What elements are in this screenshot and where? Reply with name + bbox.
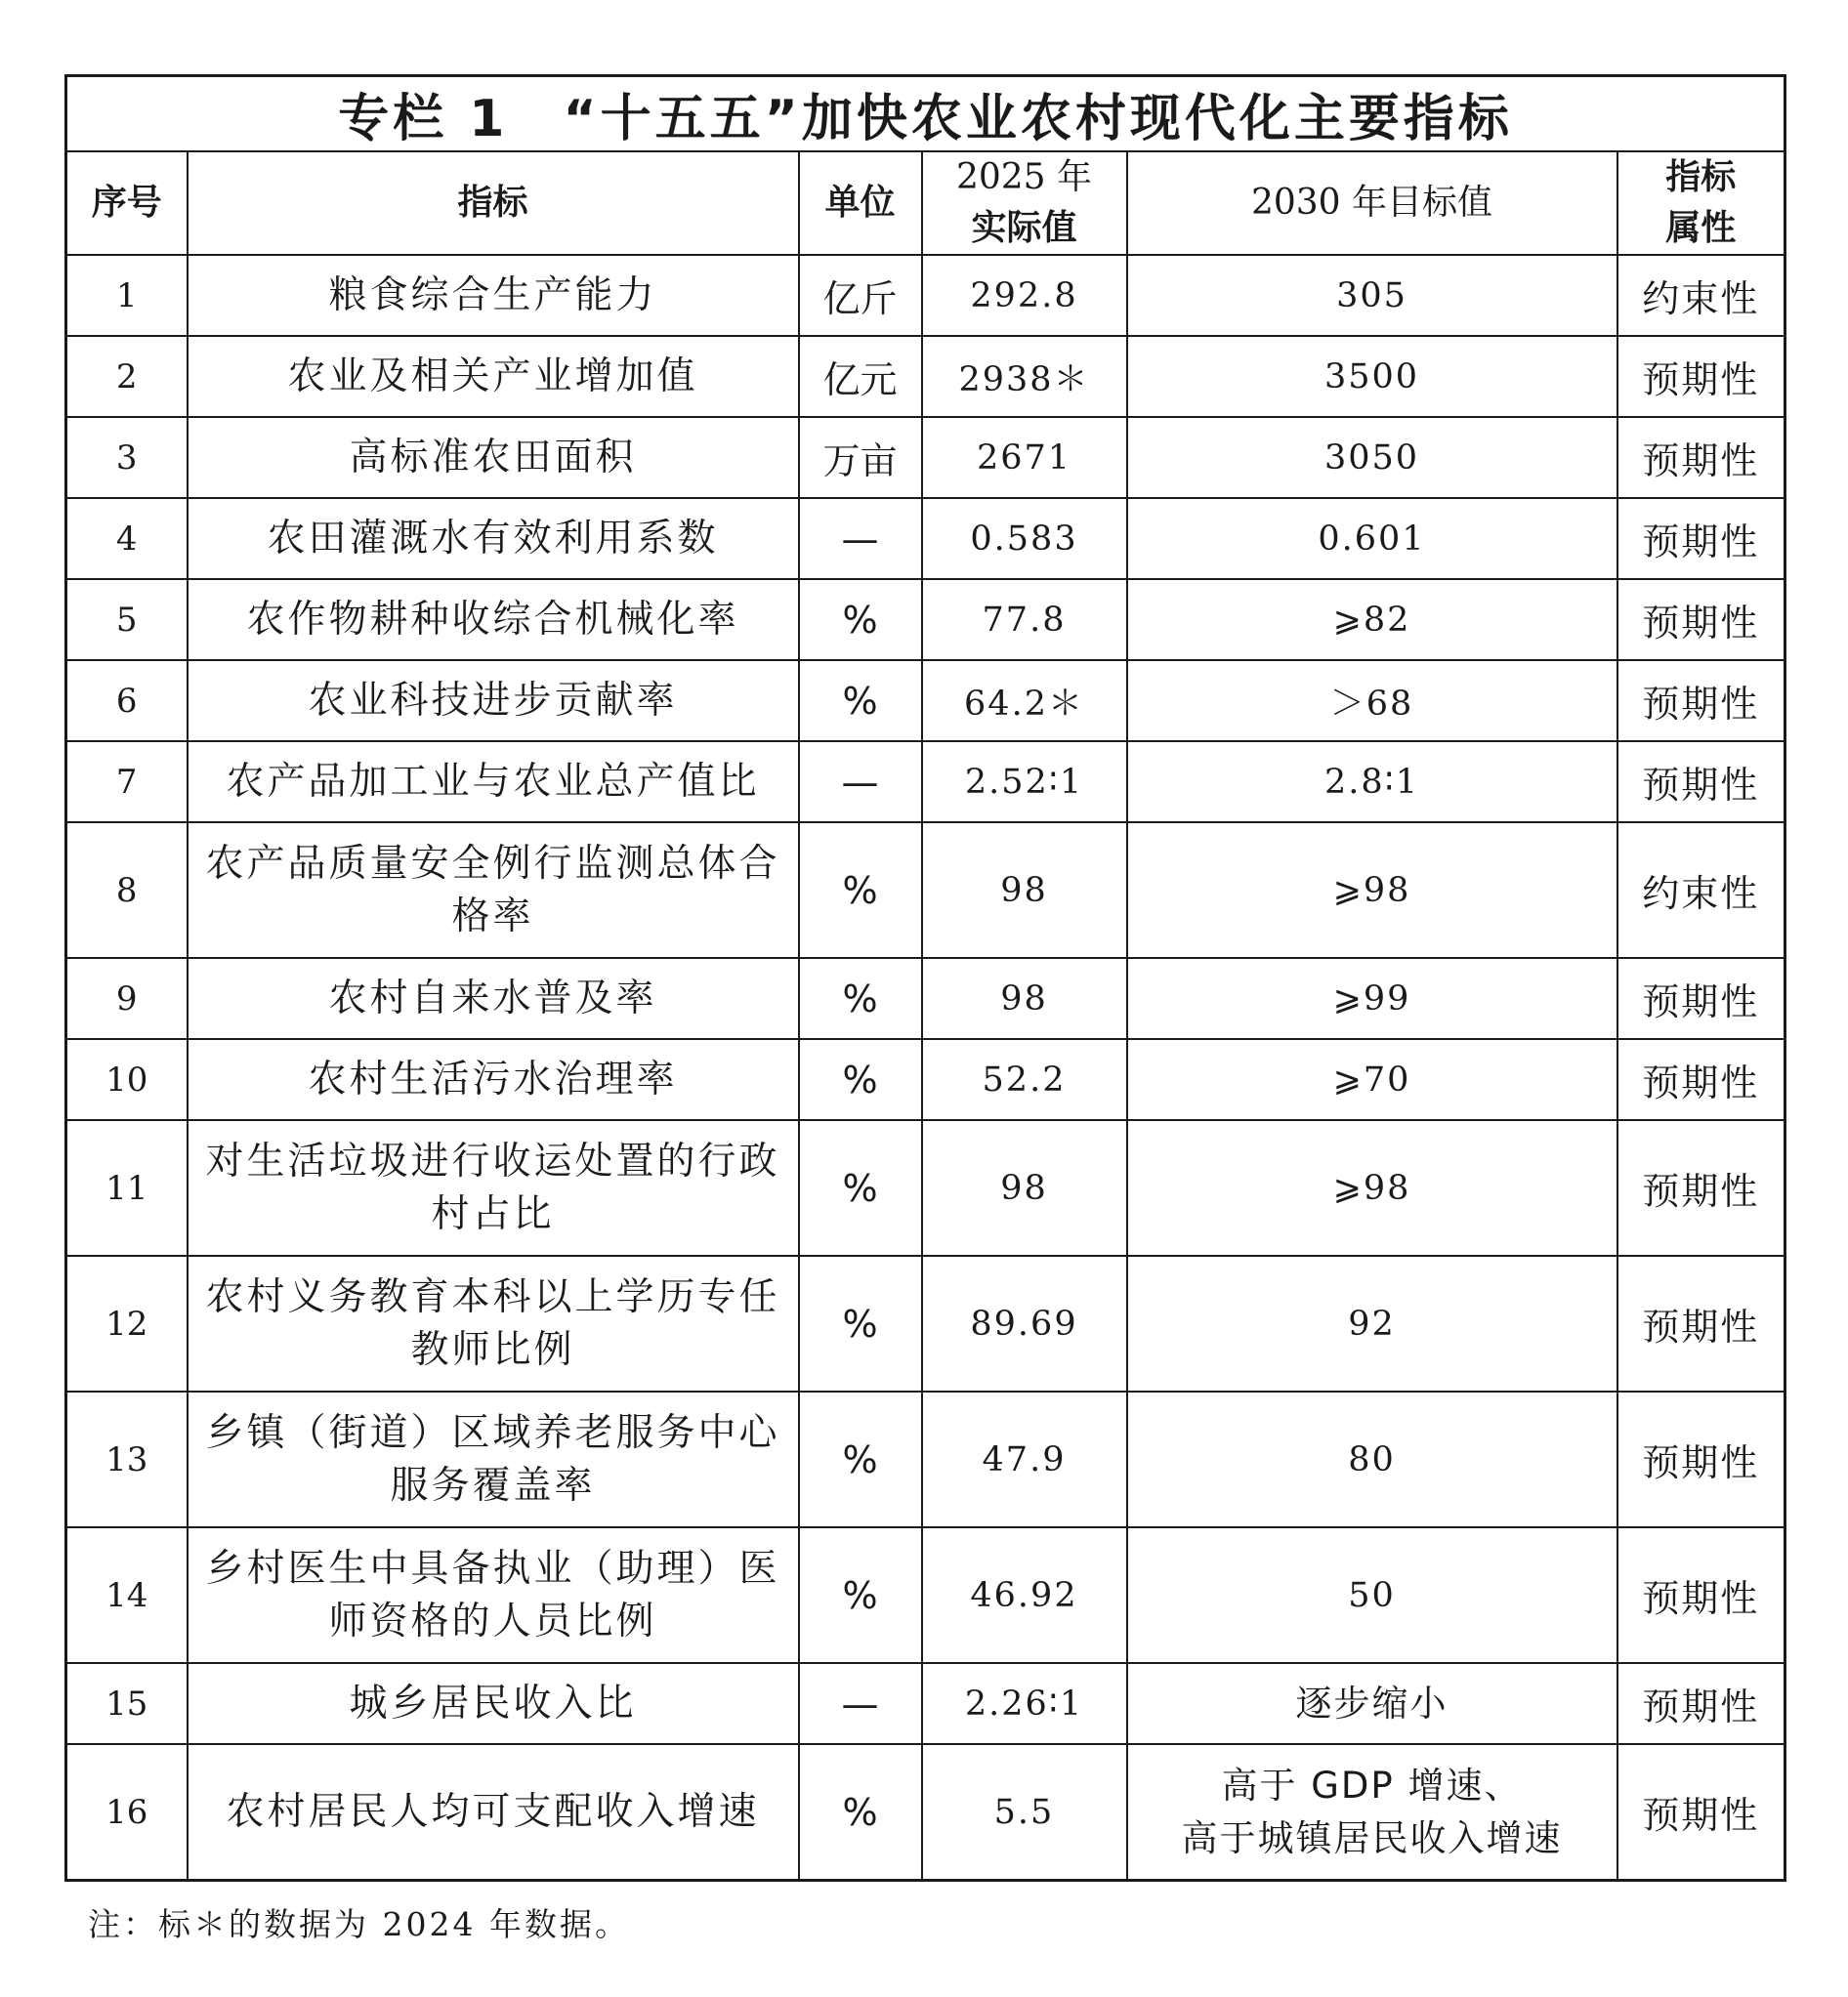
row-number: 6 bbox=[66, 660, 188, 741]
table-body bbox=[66, 255, 1785, 1881]
indicator-name: 农田灌溉水有效利用系数 bbox=[188, 498, 799, 579]
table-row bbox=[66, 336, 1785, 417]
actual-value: 47.9 bbox=[922, 1392, 1127, 1527]
row-number: 2 bbox=[66, 336, 188, 417]
actual-value: 98 bbox=[922, 1120, 1127, 1256]
actual-value: 64.2＊ bbox=[922, 660, 1127, 741]
target-value: 3050 bbox=[1127, 417, 1617, 498]
row-number: 13 bbox=[66, 1392, 188, 1527]
footnote: 注：标＊的数据为 2024 年数据。 bbox=[88, 1905, 630, 1943]
attribute-cell: 约束性 bbox=[1617, 822, 1785, 958]
unit-cell: % bbox=[799, 1392, 922, 1527]
target-value: 0.601 bbox=[1127, 498, 1617, 579]
table-row bbox=[66, 741, 1785, 822]
indicator-table-container bbox=[64, 74, 1784, 1882]
actual-value: 2671 bbox=[922, 417, 1127, 498]
unit-cell: 亿元 bbox=[799, 336, 922, 417]
attribute-cell: 预期性 bbox=[1617, 1256, 1785, 1392]
indicator-name: 农作物耕种收综合机械化率 bbox=[188, 579, 799, 660]
row-number: 9 bbox=[66, 958, 188, 1039]
unit-cell: — bbox=[799, 498, 922, 579]
row-number: 15 bbox=[66, 1663, 188, 1744]
target-value: 80 bbox=[1127, 1392, 1617, 1527]
target-value: ⩾98 bbox=[1127, 1120, 1617, 1256]
attribute-cell: 预期性 bbox=[1617, 958, 1785, 1039]
table-title: 专栏 1 “十五五”加快农业农村现代化主要指标 bbox=[66, 76, 1785, 152]
target-value bbox=[1127, 1744, 1617, 1881]
table-row bbox=[66, 1744, 1785, 1881]
indicators-table bbox=[64, 74, 1786, 1882]
actual-value: 2.26∶1 bbox=[922, 1663, 1127, 1744]
actual-value: 89.69 bbox=[922, 1256, 1127, 1392]
target-value: 92 bbox=[1127, 1256, 1617, 1392]
table-row bbox=[66, 417, 1785, 498]
header-no: 序号 bbox=[66, 151, 188, 255]
attribute-cell: 预期性 bbox=[1617, 417, 1785, 498]
header-target-label: 2030 年目标值 bbox=[1250, 183, 1493, 223]
unit-cell: % bbox=[799, 1527, 922, 1663]
table-row bbox=[66, 579, 1785, 660]
unit-cell: — bbox=[799, 741, 922, 822]
header-actual-year: 2025 年 bbox=[955, 157, 1093, 197]
actual-value: 52.2 bbox=[922, 1039, 1127, 1120]
attribute-cell: 预期性 bbox=[1617, 1039, 1785, 1120]
unit-cell: % bbox=[799, 1039, 922, 1120]
indicator-name: 农村生活污水治理率 bbox=[188, 1039, 799, 1120]
table-row bbox=[66, 1039, 1785, 1120]
attribute-cell: 预期性 bbox=[1617, 1527, 1785, 1663]
unit-cell: % bbox=[799, 660, 922, 741]
target-value: 逐步缩小 bbox=[1127, 1663, 1617, 1744]
row-number: 8 bbox=[66, 822, 188, 958]
row-number: 5 bbox=[66, 579, 188, 660]
target-value: 3500 bbox=[1127, 336, 1617, 417]
indicator-name: 农产品质量安全例行监测总体合格率 bbox=[188, 822, 799, 958]
indicator-name: 农村自来水普及率 bbox=[188, 958, 799, 1039]
actual-value: 77.8 bbox=[922, 579, 1127, 660]
attribute-cell: 预期性 bbox=[1617, 1744, 1785, 1881]
actual-value: 2938＊ bbox=[922, 336, 1127, 417]
header-actual bbox=[922, 151, 1127, 255]
table-row bbox=[66, 1256, 1785, 1392]
row-number: 4 bbox=[66, 498, 188, 579]
target-value-line2: 高于城镇居民收入增速 bbox=[1181, 1816, 1563, 1859]
row-number: 14 bbox=[66, 1527, 188, 1663]
unit-cell: % bbox=[799, 579, 922, 660]
actual-value: 0.583 bbox=[922, 498, 1127, 579]
target-value-line1: 高于 GDP 增速、 bbox=[1221, 1764, 1523, 1807]
header-row bbox=[66, 151, 1785, 255]
attribute-cell: 预期性 bbox=[1617, 579, 1785, 660]
header-target bbox=[1127, 151, 1617, 255]
header-indicator: 指标 bbox=[188, 151, 799, 255]
unit-cell: 万亩 bbox=[799, 417, 922, 498]
table-row bbox=[66, 1392, 1785, 1527]
row-number: 10 bbox=[66, 1039, 188, 1120]
target-value: 50 bbox=[1127, 1527, 1617, 1663]
actual-value: 98 bbox=[922, 958, 1127, 1039]
attribute-cell: 预期性 bbox=[1617, 1120, 1785, 1256]
target-value: 2.8∶1 bbox=[1127, 741, 1617, 822]
indicator-name: 城乡居民收入比 bbox=[188, 1663, 799, 1744]
unit-cell: — bbox=[799, 1663, 922, 1744]
table-row bbox=[66, 1663, 1785, 1744]
actual-value: 2.52∶1 bbox=[922, 741, 1127, 822]
indicator-name: 粮食综合生产能力 bbox=[188, 255, 799, 336]
attribute-cell: 预期性 bbox=[1617, 660, 1785, 741]
actual-value: 5.5 bbox=[922, 1744, 1127, 1881]
table-row bbox=[66, 822, 1785, 958]
unit-cell: % bbox=[799, 958, 922, 1039]
target-value: ＞68 bbox=[1127, 660, 1617, 741]
table-row bbox=[66, 660, 1785, 741]
table-row bbox=[66, 498, 1785, 579]
attribute-cell: 预期性 bbox=[1617, 1663, 1785, 1744]
target-value: ⩾99 bbox=[1127, 958, 1617, 1039]
row-number: 1 bbox=[66, 255, 188, 336]
row-number: 12 bbox=[66, 1256, 188, 1392]
attribute-cell: 预期性 bbox=[1617, 336, 1785, 417]
target-value: ⩾70 bbox=[1127, 1039, 1617, 1120]
target-value: ⩾98 bbox=[1127, 822, 1617, 958]
table-row bbox=[66, 255, 1785, 336]
attribute-cell: 预期性 bbox=[1617, 741, 1785, 822]
header-unit: 单位 bbox=[799, 151, 922, 255]
indicator-name: 农村义务教育本科以上学历专任教师比例 bbox=[188, 1256, 799, 1392]
indicator-name: 农业科技进步贡献率 bbox=[188, 660, 799, 741]
header-attr bbox=[1617, 151, 1785, 255]
target-value: 305 bbox=[1127, 255, 1617, 336]
header-actual-label: 实际值 bbox=[971, 208, 1077, 248]
table-row bbox=[66, 1527, 1785, 1663]
unit-cell: % bbox=[799, 822, 922, 958]
unit-cell: % bbox=[799, 1256, 922, 1392]
row-number: 16 bbox=[66, 1744, 188, 1881]
actual-value: 292.8 bbox=[922, 255, 1127, 336]
table-row bbox=[66, 1120, 1785, 1256]
actual-value: 98 bbox=[922, 822, 1127, 958]
indicator-name: 农业及相关产业增加值 bbox=[188, 336, 799, 417]
row-number: 7 bbox=[66, 741, 188, 822]
row-number: 11 bbox=[66, 1120, 188, 1256]
unit-cell: 亿斤 bbox=[799, 255, 922, 336]
indicator-name: 农村居民人均可支配收入增速 bbox=[188, 1744, 799, 1881]
attribute-cell: 约束性 bbox=[1617, 255, 1785, 336]
unit-cell: % bbox=[799, 1744, 922, 1881]
attribute-cell: 预期性 bbox=[1617, 498, 1785, 579]
table-row bbox=[66, 958, 1785, 1039]
indicator-name: 乡镇（街道）区域养老服务中心服务覆盖率 bbox=[188, 1392, 799, 1527]
attribute-cell: 预期性 bbox=[1617, 1392, 1785, 1527]
indicator-name: 高标准农田面积 bbox=[188, 417, 799, 498]
indicator-name: 乡村医生中具备执业（助理）医师资格的人员比例 bbox=[188, 1527, 799, 1663]
row-number: 3 bbox=[66, 417, 188, 498]
header-attr-line1: 指标 bbox=[1665, 157, 1737, 197]
indicator-name: 对生活垃圾进行收运处置的行政村占比 bbox=[188, 1120, 799, 1256]
target-value: ⩾82 bbox=[1127, 579, 1617, 660]
actual-value: 46.92 bbox=[922, 1527, 1127, 1663]
header-attr-line2: 属性 bbox=[1665, 208, 1737, 248]
unit-cell: % bbox=[799, 1120, 922, 1256]
indicator-name: 农产品加工业与农业总产值比 bbox=[188, 741, 799, 822]
